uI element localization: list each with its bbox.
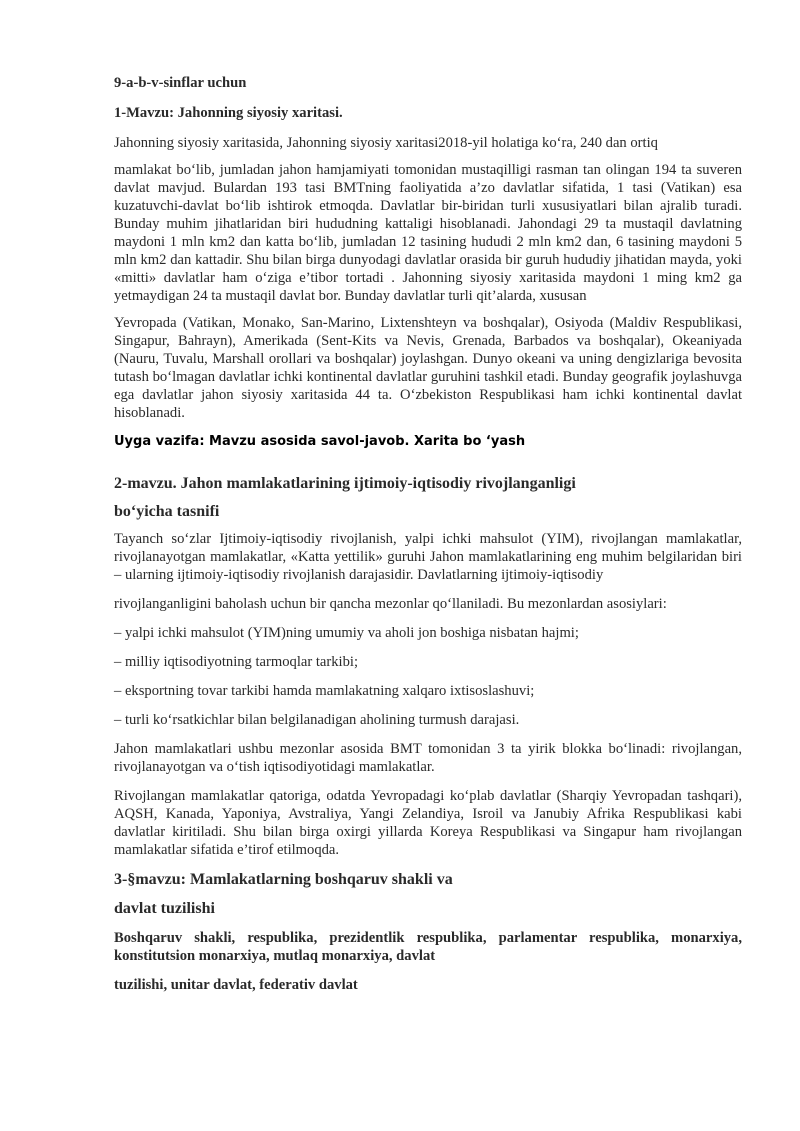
topic1-intro: Jahonning siyosiy xaritasida, Jahonning siyosiy xaritasi2018-yil holatiga ko‘ra, 240 dan ortiq xyxy=(114,135,658,151)
topic3-keywords: Boshqaruv shakli, respublika, prezidentlik respublika, parlamentar respublika, monarxiya, konstitutsion monarxiya, mutlaq monarxiya, davlat xyxy=(114,930,742,964)
document-page xyxy=(114,74,742,994)
topic3-title-line1: 3-§mavzu: Mamlakatlarning boshqaruv shakli va xyxy=(114,871,453,888)
topic2-paragraph-3: Jahon mamlakatlari ushbu mezonlar asosida BMT tomonidan 3 ta yirik blokka bo‘linadi: rivojlangan, rivojlanayotgan va o‘tish iqtisodiyotidagi mamlakatlar. xyxy=(114,741,742,775)
topic1-homework: Uyga vazifa: Mavzu asosida savol-javob. Xarita bo ‘yash xyxy=(114,434,526,449)
topic1-paragraph-2: Yevropada (Vatikan, Monako, San-Marino, Lixtenshteyn va boshqalar), Osiyoda (Maldiv Respublikasi, Singapur, Bahrayn), Amerikada (Sent-Kits va Nevis, Grenada, Barbados va boshqalar), Okeaniyada (Nauru, Tuvalu, Marshall orollari va boshqalar) joylashgan. Dunyo okeani va uning dengizlariga bevosita tutash bo‘lmagan davlatlar ichki kontinental davlatlar guruhini tashkil etadi. Bunday geografik joylashuvga ega davlatlar jahon siyosiy xaritasida 44 ta. O‘zbekiston Respublikasi ham ichki kontinental davlat hisoblanadi. xyxy=(114,315,742,421)
topic2-title-line2: bo‘yicha tasnifi xyxy=(114,503,220,520)
topic2-paragraph-1: Tayanch so‘zlar Ijtimoiy-iqtisodiy rivojlanish, yalpi ichki mahsulot (YIM), rivojlangan mamlakatlar, rivojlanayotgan mamlakatlar, «Katta yettilik» guruhi Jahon mamlakatlarining eng muhim belgilaridan biri – ularning ijtimoiy-iqtisodiy rivojlanish darajasidir. Davlatlarning ijtimoiy-iqtisodiy xyxy=(114,531,742,583)
criteria-item-2: – milliy iqtisodiyotning tarmoqlar tarkibi; xyxy=(114,654,359,670)
topic3-title-line2: davlat tuzilishi xyxy=(114,900,215,917)
grade-line: 9-a-b-v-sinflar uchun xyxy=(114,75,247,91)
topic2-paragraph-4: Rivojlangan mamlakatlar qatoriga, odatda Yevropadagi ko‘plab davlatlar (Sharqiy Yevropadan tashqari), AQSH, Kanada, Yaponiya, Avstraliya, Yangi Zelandiya, Isroil va Janubiy Afrika Respublikasi kabi davlatlar kiritiladi. Shu bilan birga oxirgi yillarda Koreya Respublikasi va Singapur ham rivojlangan mamlakatlar sifatida e’tirof etilmoqda. xyxy=(114,788,742,858)
topic1-paragraph-1: mamlakat bo‘lib, jumladan jahon hamjamiyati tomonidan mustaqilligi rasman tan olingan 194 ta suveren davlat mavjud. Bulardan 193 tasi BMTning faoliyatida a’zo davlatlar sifatida, 1 tasi (Vatikan) esa kuzatuvchi-davlat bo‘lib ishtirok etmoqda. Davlatlar bir-biridan turli xususiyatlari bilan ajralib turadi. Bunday muhim jihatlaridan biri hududning kattaligi hisoblanadi. Jahondagi 29 ta mustaqil davlatning maydoni 1 mln km2 dan katta bo‘lib, jumladan 12 tasining hududi 2 mln km2 dan, 6 tasining maydoni 5 mln km2 dan kattadir. Shu bilan birga dunyodagi davlatlar orasida bir guruh hududiy jihatidan mayda, yoki «mitti» davlatlar ham o‘ziga e’tibor tortadi . Jahonning siyosiy xaritasida maydoni 1 ming km2 ga yetmaydigan 24 ta mustaqil davlat bor. Bunday davlatlar turli qit’alarda, xususan xyxy=(114,162,742,304)
criteria-item-1: – yalpi ichki mahsulot (YIM)ning umumiy va aholi jon boshiga nisbatan hajmi; xyxy=(114,625,579,641)
criteria-item-4: – turli ko‘rsatkichlar bilan belgilanadigan aholining turmush darajasi. xyxy=(114,712,520,728)
topic2-title-line1: 2-mavzu. Jahon mamlakatlarining ijtimoiy-iqtisodiy rivojlanganligi xyxy=(114,475,576,492)
topic2-paragraph-2: rivojlanganligini baholash uchun bir qancha mezonlar qo‘llaniladi. Bu mezonlardan asosiylari: xyxy=(114,596,667,612)
topic1-title: 1-Mavzu: Jahonning siyosiy xaritasi. xyxy=(114,105,343,121)
criteria-item-3: – eksportning tovar tarkibi hamda mamlakatning xalqaro ixtisoslashuvi; xyxy=(114,683,535,699)
topic3-keywords-continued: tuzilishi, unitar davlat, federativ davlat xyxy=(114,977,358,993)
